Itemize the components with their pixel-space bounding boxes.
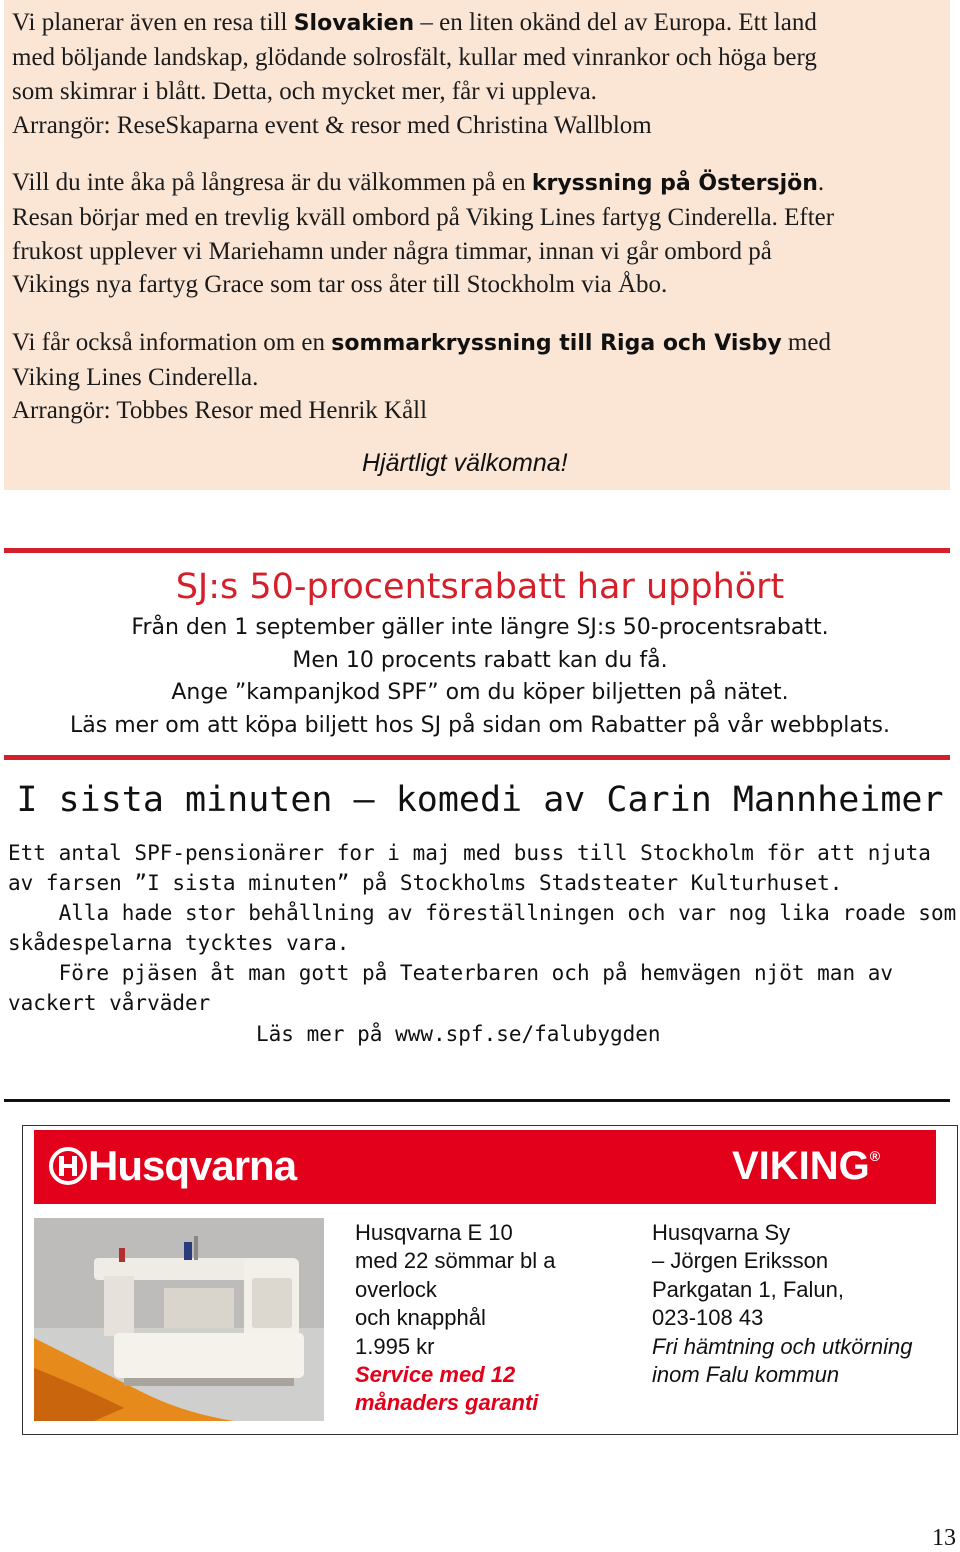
theater-title: I sista minuten – komedi av Carin Mannheimer bbox=[16, 780, 944, 820]
theater-line-3: Alla hade stor behållning av föreställningen och var nog lika roade som bbox=[8, 901, 957, 925]
sj-title: SJ:s 50-procentsrabatt har upphört bbox=[175, 567, 785, 607]
product-price: 1.995 kr bbox=[355, 1334, 435, 1359]
page-number: 13 bbox=[932, 1525, 956, 1551]
delivery-line-2: inom Falu kommun bbox=[652, 1362, 840, 1387]
travel-p2-line1: Vill du inte åka på långresa är du välkommen på en kryssning på Östersjön. bbox=[12, 169, 825, 196]
viking-logo: VIKING® bbox=[732, 1144, 881, 1188]
travel-p3-line1: Vi får också information om en sommarkryssning till Riga och Visby med bbox=[12, 329, 831, 356]
ad-top-rule bbox=[4, 1099, 950, 1102]
travel-p3-organizer: Arrangör: Tobbes Resor med Henrik Kåll bbox=[12, 397, 428, 424]
product-line-1: Husqvarna E 10 bbox=[355, 1220, 513, 1245]
dealer-address: Parkgatan 1, Falun, bbox=[652, 1277, 845, 1302]
travel-p2-line3: frukost upplever vi Mariehamn under några timmar, innan vi går ombord på bbox=[12, 238, 772, 265]
sj-line-4: Läs mer om att köpa biljett hos SJ på sidan om Rabatter på vår webbplats. bbox=[70, 713, 890, 738]
service-line-2: månaders garanti bbox=[355, 1390, 539, 1415]
product-line-3: overlock bbox=[355, 1277, 437, 1302]
travel-p1-organizer: Arrangör: ReseSkaparna event & resor med Christina Wallblom bbox=[12, 112, 652, 139]
product-line-4: och knapphål bbox=[355, 1305, 486, 1330]
sj-line-1: Från den 1 september gäller inte längre SJ:s 50-procentsrabatt. bbox=[131, 615, 829, 640]
dealer-phone: 023-108 43 bbox=[652, 1305, 764, 1330]
welcome-text: Hjärtligt välkomna! bbox=[362, 449, 568, 477]
travel-p1-line2: med böljande landskap, glödande solrosfält, kullar med vinrankor och höga berg bbox=[12, 44, 817, 71]
theater-line-5: Före pjäsen åt man gott på Teaterbaren och på hemvägen njöt man av bbox=[8, 961, 894, 985]
dealer-name: Husqvarna Sy bbox=[652, 1220, 791, 1245]
husqvarna-logo: Husqvarna bbox=[48, 1142, 296, 1190]
product-line-2: med 22 sömmar bl a bbox=[355, 1248, 556, 1273]
travel-p3-line2: Viking Lines Cinderella. bbox=[12, 364, 259, 391]
theater-line-6: vackert vårväder bbox=[8, 991, 211, 1015]
travel-p1-line3: som skimrar i blått. Detta, och mycket mer, får vi uppleva. bbox=[12, 78, 597, 105]
cruise-highlight: kryssning på Östersjön bbox=[531, 171, 818, 196]
theater-read-more: Läs mer på www.spf.se/falubygden bbox=[256, 1022, 661, 1046]
dealer-owner: – Jörgen Eriksson bbox=[652, 1248, 829, 1273]
sj-top-rule bbox=[4, 548, 950, 553]
travel-p1-line1: Vi planerar även en resa till Slovakien – en liten okänd del av Europa. Ett land bbox=[12, 9, 817, 36]
sj-line-2: Men 10 procents rabatt kan du få. bbox=[292, 648, 668, 673]
travel-p2-line2: Resan börjar med en trevlig kväll ombord på Viking Lines fartyg Cinderella. Efter bbox=[12, 204, 835, 231]
delivery-line-1: Fri hämtning och utkörning bbox=[652, 1334, 913, 1359]
slovakien-highlight: Slovakien bbox=[293, 11, 415, 36]
theater-line-2: av farsen ”I sista minuten” på Stockholms Stadsteater Kulturhuset. bbox=[8, 871, 843, 895]
husqvarna-crown-icon bbox=[48, 1146, 88, 1186]
theater-line-4: skådespelarna tycktes vara. bbox=[8, 931, 350, 955]
travel-info-box bbox=[4, 0, 950, 490]
sewing-machine-image bbox=[34, 1218, 324, 1421]
sj-line-3: Ange ”kampanjkod SPF” om du köper biljetten på nätet. bbox=[171, 680, 789, 705]
service-line-1: Service med 12 bbox=[355, 1362, 516, 1387]
travel-p2-line4: Vikings nya fartyg Grace som tar oss åter till Stockholm via Åbo. bbox=[12, 271, 668, 298]
sj-bottom-rule bbox=[4, 755, 950, 760]
theater-line-1: Ett antal SPF-pensionärer for i maj med buss till Stockholm för att njuta bbox=[8, 841, 931, 865]
riga-visby-highlight: sommarkryssning till Riga och Visby bbox=[331, 331, 782, 356]
